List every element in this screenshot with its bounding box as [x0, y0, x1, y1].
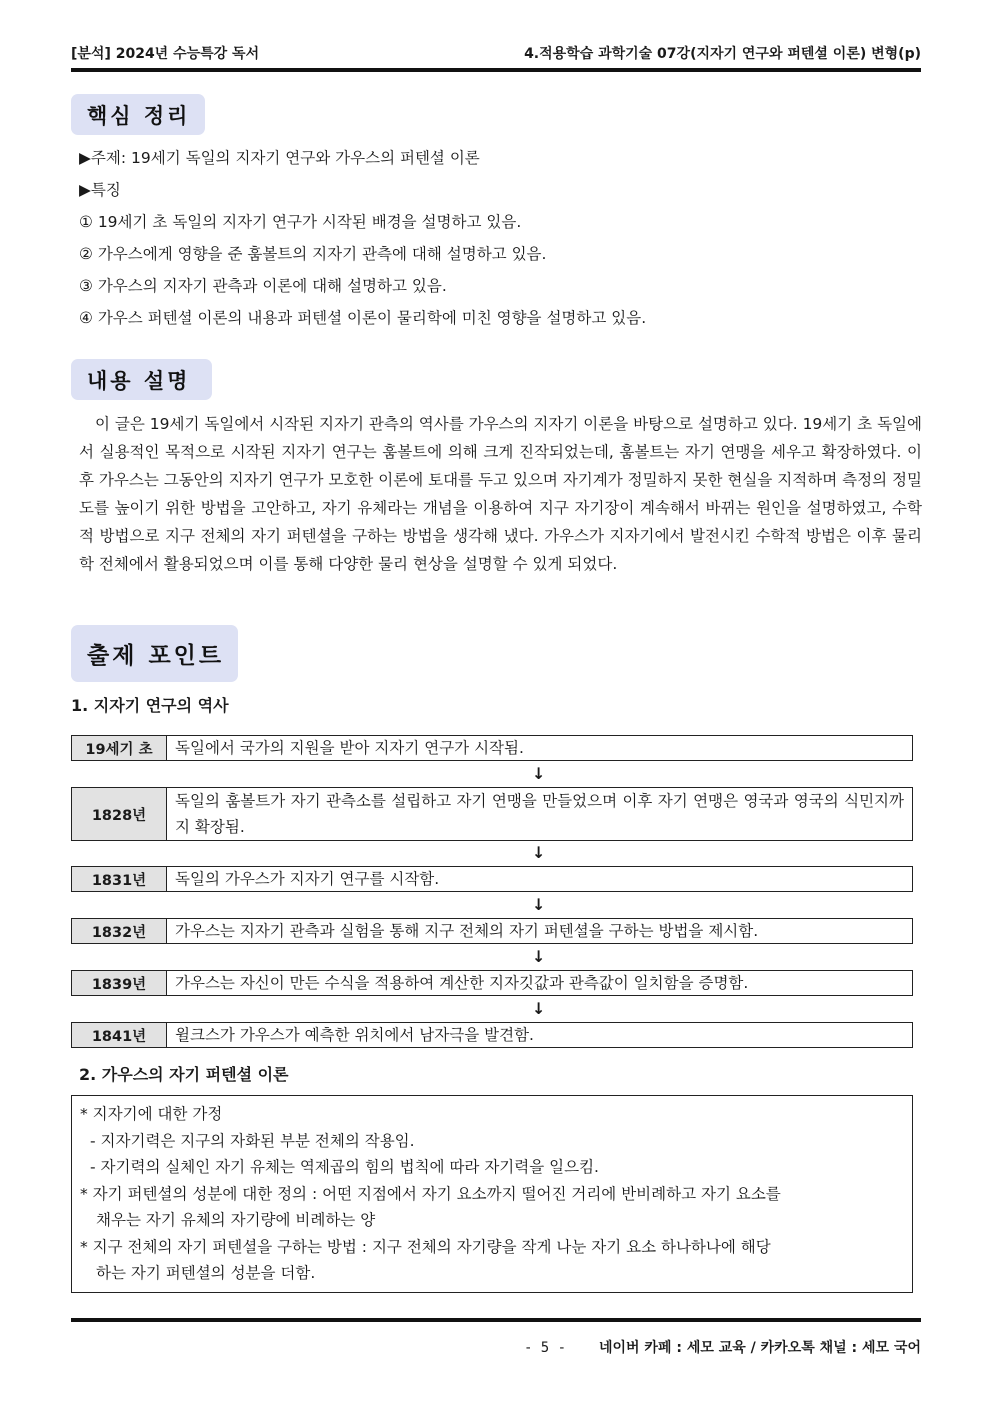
box-line: 하는 자기 퍼텐셜의 성분을 더함.	[96, 1264, 316, 1282]
page-footer	[524, 1337, 921, 1357]
feature-item: ④ 가우스 퍼텐셜 이론의 내용과 퍼텐셜 이론이 물리학에 미친 영향을 설명하고 있음.	[79, 309, 647, 327]
description-paragraph	[79, 410, 922, 578]
timeline-text: 가우스는 자신이 만든 수식을 적용하여 계산한 지자깃값과 관측값이 일치함을 증명함.	[175, 974, 749, 992]
timeline-year: 1828년	[72, 788, 167, 840]
core-summary-badge: 핵심 정리	[71, 94, 205, 135]
theory-box	[71, 1095, 913, 1293]
timeline-year: 1841년	[72, 1023, 167, 1047]
potential-theory-subheading: 2. 가우스의 자기 퍼텐셜 이론	[79, 1065, 289, 1084]
box-line: * 지구 전체의 자기 퍼텐셜을 구하는 방법 : 지구 전체의 자기량을 작게 나눈 자기 요소 하나하나에 해당	[80, 1237, 771, 1256]
down-arrow-icon: ↓	[532, 999, 546, 1018]
feature-item: ③ 가우스의 지자기 관측과 이론에 대해 설명하고 있음.	[79, 277, 447, 295]
header-right: 4.적용학습 과학기술 07강(지자기 연구와 퍼텐셜 이론) 변형(p)	[524, 46, 921, 62]
header-left: [분석] 2024년 수능특강 독서	[71, 46, 260, 62]
page-header	[71, 43, 921, 65]
exam-points-badge: 출제 포인트	[71, 625, 238, 682]
core-features-label: ▶특징	[79, 181, 121, 199]
down-arrow-icon: ↓	[532, 947, 546, 966]
feature-item: ② 가우스에게 영향을 준 훔볼트의 지자기 관측에 대해 설명하고 있음.	[79, 245, 547, 263]
history-subheading: 1. 지자기 연구의 역사	[71, 696, 229, 715]
down-arrow-icon: ↓	[532, 843, 546, 862]
description-text: 이 글은 19세기 독일에서 시작된 지자기 관측의 역사를 가우스의 지자기 이론을 바탕으로 설명하고 있다. 19세기 초 독일에서 실용적인 목적으로 시작된 지자기 연구는 훔볼트에 의해 크게 진작되었는데, 훔볼트는 자기 연맹을 세우고 확장하였다. 이후 가우스는 그동안의 지자기 연구가 모호한 이론에 토대를 두고 있으며 자기계가 정밀하지 못한 현실을 지적하며 측정의 정밀도를 높이기 위한 방법을 고안하고, 자기 유체라는 개념을 이용하여 지구 자기장이 계속해서 바뀌는 원인을 설명하였고, 수학적 방법으로 지구 전체의 자기 퍼텐셜을 구하는 방법을 생각해 냈다. 가우스가 지자기에서 발전시킨 수학적 방법은 이후 물리학 전체에서 활용되었으며 이를 통해 다양한 물리 현상을 설명할 수 있게 되었다.	[79, 415, 922, 573]
timeline-text: 가우스는 지자기 관측과 실험을 통해 지구 전체의 자기 퍼텐셜을 구하는 방법을 제시함.	[175, 922, 759, 940]
box-line: - 지자기력은 지구의 자화된 부분 전체의 작용임.	[90, 1131, 415, 1150]
timeline-year: 19세기 초	[72, 736, 167, 760]
timeline-text: 독일의 훔볼트가 자기 관측소를 설립하고 자기 연맹을 만들었으며 이후 자기 연맹은 영국과 영국의 식민지까지 확장됨.	[175, 792, 904, 836]
box-line: * 자기 퍼텐셜의 성분에 대한 정의 : 어떤 지점에서 자기 요소까지 떨어진 거리에 반비례하고 자기 요소를	[80, 1184, 781, 1203]
footer-text: 네이버 카페 : 세모 교육 / 카카오톡 채널 : 세모 국어	[598, 1340, 921, 1356]
timeline-text: 윌크스가 가우스가 예측한 위치에서 남자극을 발견함.	[175, 1026, 534, 1044]
timeline-text: 독일의 가우스가 지자기 연구를 시작함.	[175, 870, 440, 888]
page-number: - 5 -	[523, 1340, 567, 1356]
timeline-text: 독일에서 국가의 지원을 받아 지자기 연구가 시작됨.	[175, 739, 524, 757]
timeline-row	[71, 735, 913, 761]
timeline-year: 1831년	[72, 867, 167, 891]
core-topic: ▶주제: 19세기 독일의 지자기 연구와 가우스의 퍼텐셜 이론	[79, 149, 480, 167]
box-line: - 자기력의 실체인 자기 유체는 역제곱의 힘의 법칙에 따라 자기력을 일으킴.	[90, 1158, 599, 1176]
timeline-year: 1832년	[72, 919, 167, 943]
timeline-row	[71, 1022, 913, 1048]
timeline-row	[71, 787, 913, 841]
feature-item: ① 19세기 초 독일의 지자기 연구가 시작된 배경을 설명하고 있음.	[79, 213, 522, 231]
timeline-row	[71, 918, 913, 944]
box-line: 채우는 자기 유체의 자기량에 비례하는 양	[96, 1211, 376, 1229]
down-arrow-icon: ↓	[532, 895, 546, 914]
timeline-row	[71, 866, 913, 892]
down-arrow-icon: ↓	[532, 764, 546, 783]
content-description-badge: 내용 설명	[71, 359, 212, 400]
timeline-row	[71, 970, 913, 996]
footer-rule	[71, 1318, 921, 1322]
box-line: * 지자기에 대한 가정	[80, 1105, 223, 1123]
timeline-year: 1839년	[72, 971, 167, 995]
header-rule	[71, 68, 921, 72]
